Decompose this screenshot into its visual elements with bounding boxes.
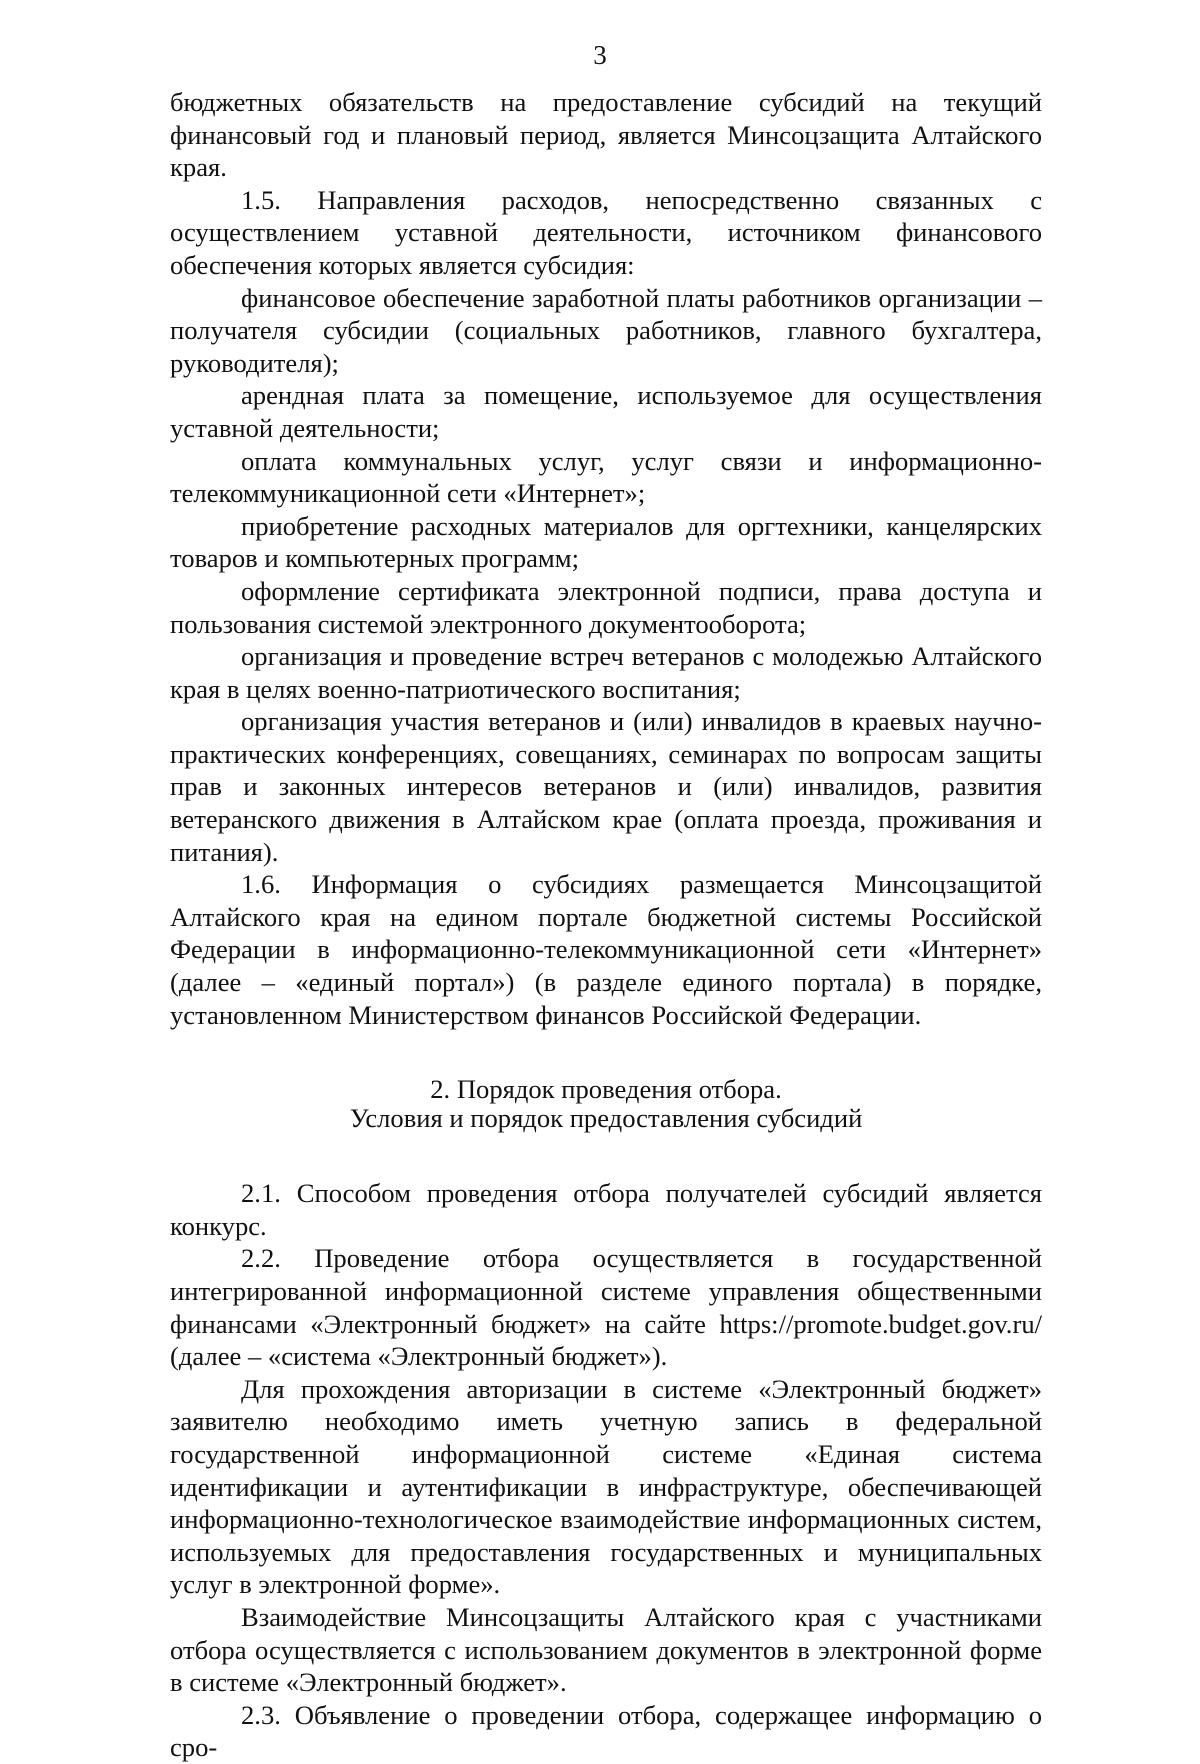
paragraph: организация участия ветеранов и (или) инвалидов в краевых научно-практических конференциях, совещаниях, семинарах по вопросам защиты прав и законных интересов ветеранов и (или) инвалидов, развития ветеранского движения в Алтайском крае (оплата проезда, проживания и питания).: [170, 706, 1042, 867]
paragraph: 2.2. Проведение отбора осуществляется в государственной интегрированной информационной системе управления общественными финансами «Электронный бюджет» на сайте https://promote.budget.gov.ru/ (далее – «система «Электронный бюджет»).: [170, 1243, 1042, 1372]
section-2-heading: [170, 1075, 1042, 1133]
section-2-body: [170, 1177, 1042, 1764]
paragraph: оплата коммунальных услуг, услуг связи и информационно-телекоммуникационной сети «Интернет»;: [170, 445, 1042, 509]
section-heading-line-2: Условия и порядок предоставления субсидий: [349, 1103, 863, 1134]
document-body: [170, 86, 1042, 1764]
paragraph: финансовое обеспечение заработной платы работников организации – получателя субсидии (социальных работников, главного бухгалтера, руководителя);: [170, 282, 1042, 378]
paragraph: Для прохождения авторизации в системе «Электронный бюджет» заявителю необходимо иметь учетную запись в федеральной государственной информационной системе «Единая система идентификации и аутентификации в инфраструктуре, обеспечивающей информационно-технологическое взаимодействие информационных систем, используемых для предоставления государственных и муниципальных услуг в электронной форме».: [170, 1373, 1042, 1600]
paragraph: организация и проведение встреч ветеранов с молодежью Алтайского края в целях военно-патриотического воспитания;: [170, 641, 1042, 704]
paragraph: приобретение расходных материалов для оргтехники, канцелярских товаров и компьютерных программ;: [170, 510, 1042, 574]
paragraph: 1.5. Направления расходов, непосредственно связанных с осуществлением уставной деятельности, источником финансового обеспечения которых является субсидия:: [170, 184, 1042, 280]
section-heading-line-1: 2. Порядок проведения отбора.: [430, 1074, 782, 1105]
paragraph: Взаимодействие Минсоцзащиты Алтайского края с участниками отбора осуществляется с использованием документов в электронной форме в системе «Электронный бюджет».: [170, 1601, 1042, 1698]
paragraph: бюджетных обязательств на предоставление субсидий на текущий финансовый год и плановый период, является Минсоцзащита Алтайского края.: [170, 87, 1042, 183]
paragraph: арендная плата за помещение, используемое для осуществления уставной деятельности;: [170, 380, 1042, 443]
page-number: 3: [593, 40, 607, 70]
paragraph: 2.1. Способом проведения отбора получателей субсидий является конкурс.: [170, 1178, 1042, 1241]
paragraph: оформление сертификата электронной подписи, права доступа и пользования системой электронного документооборота;: [170, 575, 1042, 639]
paragraph: 1.6. Информация о субсидиях размещается Минсоцзащитой Алтайского края на едином портале бюджетной системы Российской Федерации в информационно-телекоммуникационной сети «Интернет» (далее – «единый портал») (в разделе единого портала) в порядке, установленном Министерством финансов Российской Федерации.: [170, 869, 1042, 1030]
section-1-continuation: [170, 86, 1042, 1031]
paragraph: 2.3. Объявление о проведении отбора, содержащее информацию о сро-: [170, 1699, 1042, 1763]
